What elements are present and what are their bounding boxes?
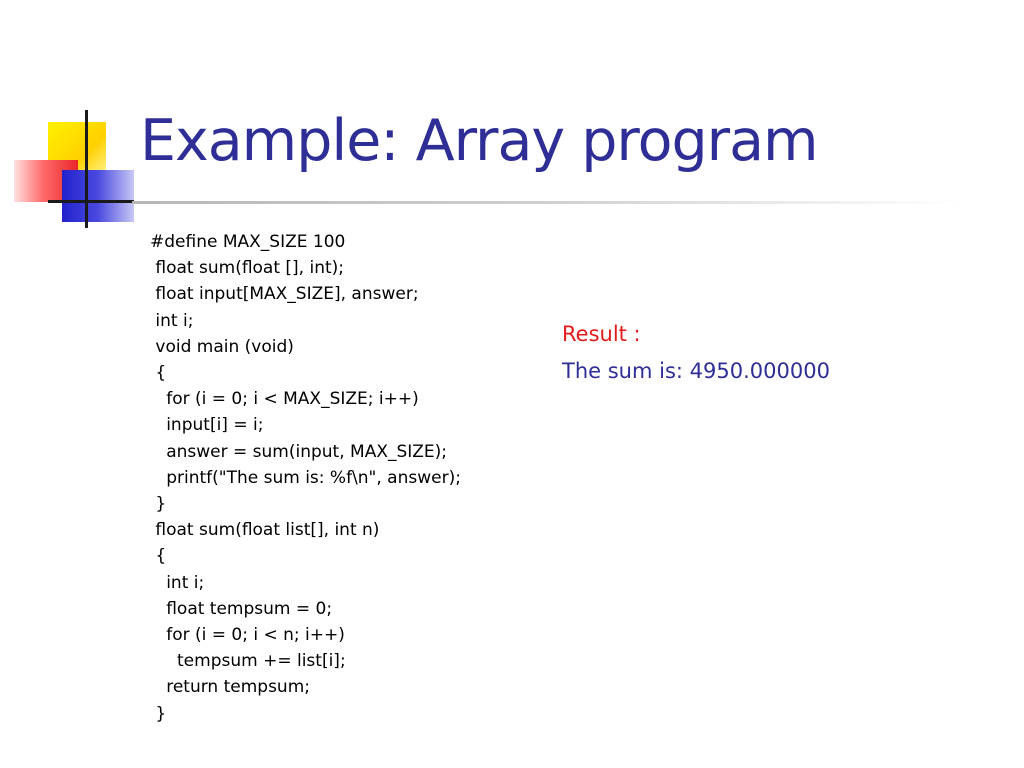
code-listing xyxy=(150,229,461,727)
result-output: The sum is: 4950.000000 xyxy=(562,359,830,383)
result-panel xyxy=(562,316,830,390)
code-line: { xyxy=(150,363,167,384)
code-line: tempsum += list[i]; xyxy=(150,651,346,672)
code-line: for (i = 0; i < n; i++) xyxy=(150,625,345,646)
title-underline xyxy=(132,201,962,204)
code-line: int i; xyxy=(150,310,194,331)
code-line: { xyxy=(150,546,167,567)
slide-title: Example: Array program xyxy=(140,108,818,174)
code-line: } xyxy=(150,494,167,515)
code-line: #define MAX_SIZE 100 xyxy=(150,232,346,252)
code-line: float input[MAX_SIZE], answer; xyxy=(150,284,419,305)
code-line: } xyxy=(150,703,167,724)
result-label: Result : xyxy=(562,322,641,346)
code-line: int i; xyxy=(150,572,205,593)
code-line: float sum(float [], int); xyxy=(150,258,345,279)
horizontal-line-decoration xyxy=(48,200,134,203)
code-line: for (i = 0; i < MAX_SIZE; i++) xyxy=(150,389,419,410)
code-line: void main (void) xyxy=(150,336,294,357)
code-line: printf("The sum is: %f\n", answer); xyxy=(150,467,461,488)
blue-square-decoration xyxy=(62,170,134,222)
code-line: answer = sum(input, MAX_SIZE); xyxy=(150,441,448,462)
code-line: return tempsum; xyxy=(150,677,310,698)
vertical-line-decoration xyxy=(85,110,88,228)
code-line: float tempsum = 0; xyxy=(150,598,333,619)
code-line: input[i] = i; xyxy=(150,415,264,436)
slide-decoration xyxy=(0,0,150,240)
code-line: float sum(float list[], int n) xyxy=(150,520,380,541)
